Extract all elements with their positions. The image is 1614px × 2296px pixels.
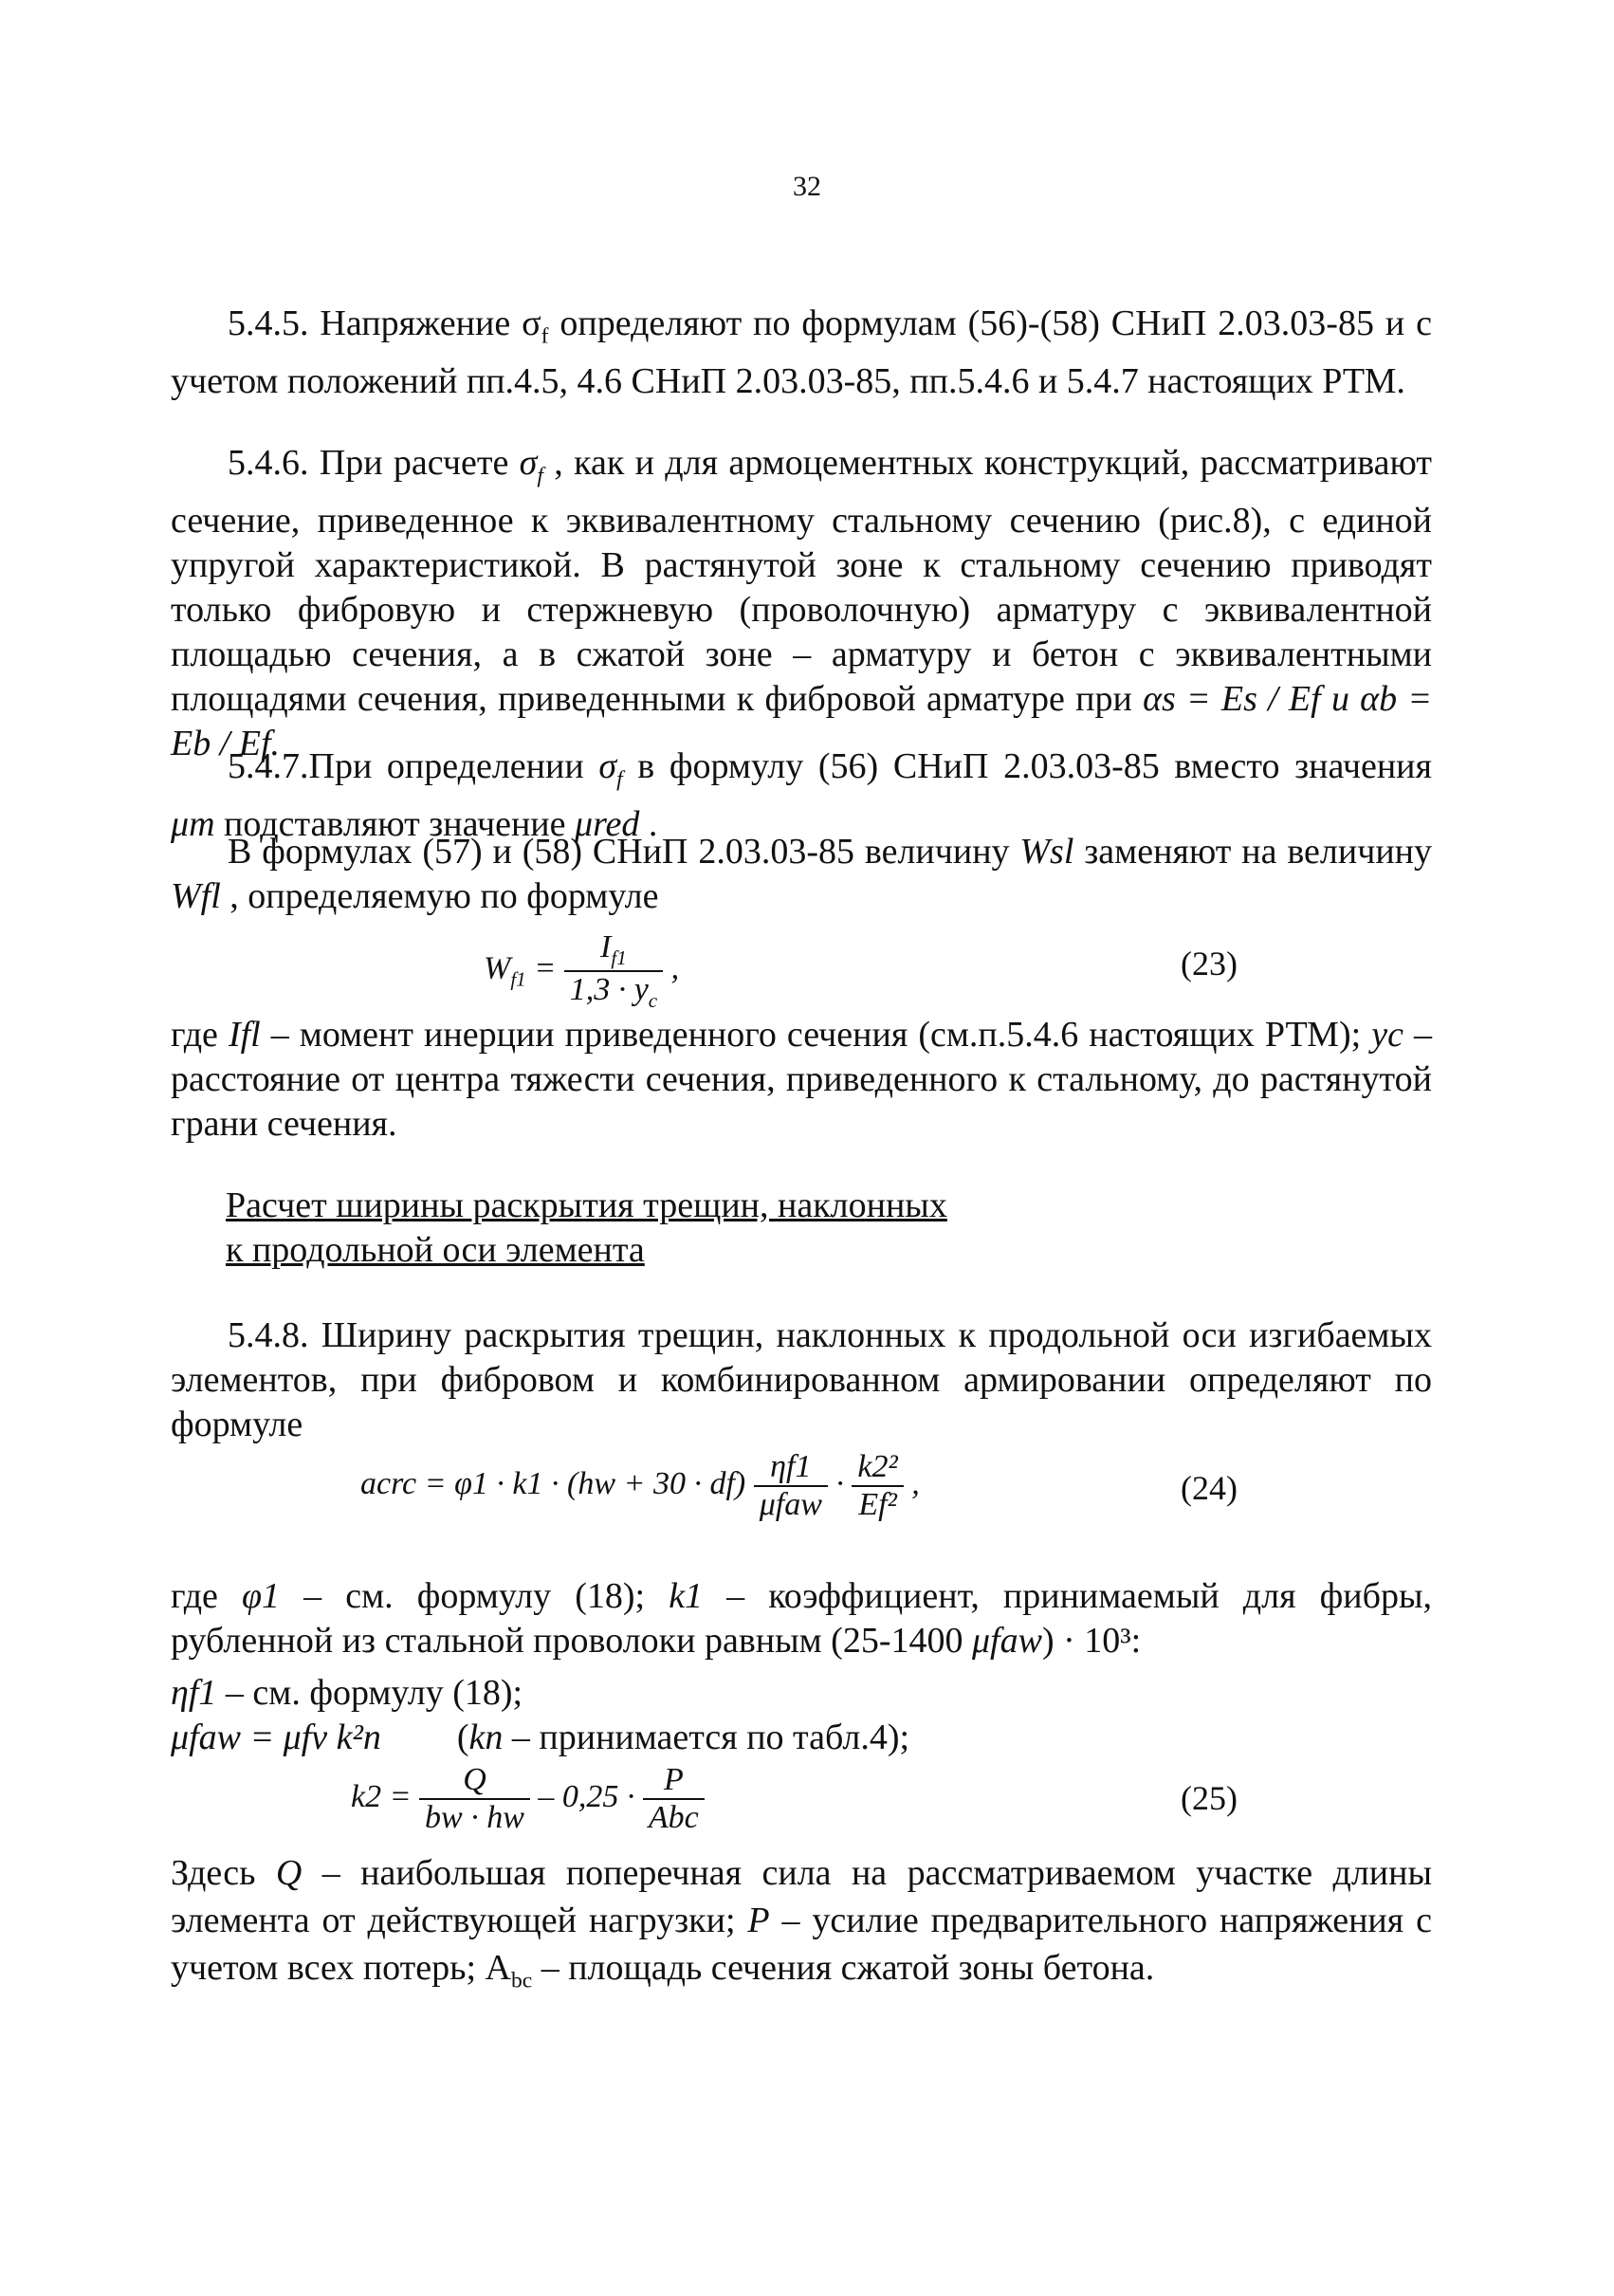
eq25-fraction-1 <box>419 1762 530 1836</box>
line-mu-text-a: ( <box>456 1717 469 1757</box>
mu-m-symbol: μm <box>171 803 215 844</box>
eq24-fraction-1 <box>754 1449 828 1523</box>
eq23-lhs-sub: f1 <box>510 967 526 991</box>
heading-line-1: Расчет ширины раскрытия трещин, наклонных <box>226 1185 947 1225</box>
p7-text-d: ) · 10³: <box>1041 1621 1142 1661</box>
eq23-denominator: 1,3 · y <box>569 971 649 1007</box>
eq23-numerator-sub: f1 <box>611 946 627 969</box>
phi-symbol: φ1 <box>242 1576 281 1616</box>
sigma-subscript: f <box>616 766 623 792</box>
eq24-fraction-1-den: μfaw <box>759 1487 822 1522</box>
paragraph-where-phi <box>171 1574 1432 1663</box>
p8-text-c: – усилие предварительного напряжения с учетом всех потерь; A <box>171 1901 1432 1988</box>
w-sl-symbol: Wsl <box>1019 832 1074 872</box>
p4-text-a: В формулах (57) и (58) СНиП 2.03.03-85 величину <box>228 832 1020 872</box>
abc-subscript: bc <box>510 1968 533 1993</box>
eq25-fraction-2-den: Abc <box>648 1800 699 1835</box>
p8-text-d: – площадь сечения сжатой зоны бетона. <box>532 1948 1155 1988</box>
p3-text-a: 5.4.7.При определении <box>228 746 599 786</box>
eq24-lhs: acrc = φ1 · k1 · (hw + 30 · df) <box>360 1465 746 1501</box>
eq25-lhs: k2 = <box>351 1778 412 1814</box>
section-heading <box>226 1184 947 1273</box>
y-c-symbol: yc <box>1371 1015 1403 1055</box>
eq25-fraction-2-num: P <box>643 1762 705 1800</box>
eq24-fraction-2-den: Ef² <box>858 1487 897 1522</box>
line-mu-faw <box>171 1716 1432 1760</box>
eq24-fraction-2-num: k2² <box>852 1449 903 1487</box>
equals-sign: = <box>534 950 557 986</box>
p5-text-c: – расстояние от центра тяжести сечения, приведенного к стальному, до растянутой грани сечения. <box>171 1015 1432 1144</box>
eq24-fraction-2 <box>852 1449 903 1523</box>
sigma-symbol: σ <box>519 443 538 483</box>
sigma-symbol: σ <box>522 303 541 343</box>
eta-symbol: ηf1 <box>171 1673 217 1713</box>
equation-24-number: (24) <box>1181 1469 1238 1507</box>
p2-text-b: , как и для армоцементных конструкций, рассматривают сечение, приведенное к эквивалентному стальному сечению (рис.8), с единой упругой характеристикой. В растянутой зоне к стальному сечению приводят только фибровую и стержневую (проволочную) арматуру с эквивалентной площадью сечения, а в сжатой зоне – арматуру и бетон с эквивалентными площадями сечения, приведенными к фибровой арматуре при <box>171 443 1433 719</box>
equation-23 <box>484 929 679 1013</box>
p2-text-a: 5.4.6. При расчете <box>228 443 520 483</box>
page-number: 32 <box>793 171 821 202</box>
paragraph-where-ifl <box>171 1013 1432 1147</box>
p7-text-c: – коэффициент, принимаемый для фибры, рубленной из стальной проволоки равным (25-1400 <box>171 1576 1432 1661</box>
p5-text-a: где <box>171 1015 229 1055</box>
eq23-denominator-sub: c <box>648 988 658 1012</box>
line-eta <box>171 1671 1432 1716</box>
p1-text-b: определяют по формулам (56)-(58) СНиП 2.03.03-85 и с учетом положений пп.4.5, 4.6 СНиП 2.03.03-85, пп.5.4.6 и 5.4.7 настоящих РТМ. <box>171 303 1432 401</box>
p3-text-d: . <box>639 803 658 844</box>
eq23-numerator: I <box>600 929 612 964</box>
eq25-fraction-1-den: bw · hw <box>425 1800 524 1835</box>
mu-faw-formula: μfaw = μfv k²n <box>171 1717 381 1757</box>
eq23-fraction <box>564 929 663 1013</box>
paragraph-here-q <box>171 1849 1432 2005</box>
p7-text-b: – см. формулу (18); <box>280 1576 669 1616</box>
p4-text-b: заменяют на величину <box>1073 832 1432 872</box>
multiply-dot: · <box>835 1465 844 1501</box>
eq25-fraction-2 <box>643 1762 705 1836</box>
eq24-fraction-1-num: ηf1 <box>754 1449 828 1487</box>
p5-text-b: – момент инерции приведенного сечения (см.п.5.4.6 настоящих РТМ); <box>260 1015 1372 1055</box>
sigma-subscript: f <box>537 463 543 488</box>
i-fl-symbol: Ifl <box>228 1015 261 1055</box>
p4-text-c: , определяемую по формуле <box>220 876 659 916</box>
w-fl-symbol: Wfl <box>171 876 221 916</box>
paragraph-5-4-8: 5.4.8. Ширину раскрытия трещин, наклонных к продольной оси изгибаемых элементов, при фибровом и комбинированном армировании определяют по формуле <box>171 1315 1432 1444</box>
p8-text-a: Здесь <box>171 1853 276 1893</box>
p-symbol: P <box>747 1901 770 1940</box>
k1-symbol: k1 <box>669 1576 704 1616</box>
paragraph-formulas-57-58 <box>171 830 1432 919</box>
equation-25 <box>351 1762 705 1836</box>
p3-text-b: в формулу (56) СНиП 2.03.03-85 вместо значения <box>622 746 1432 786</box>
eq24-tail: , <box>903 1465 920 1501</box>
mu-red-symbol: μred <box>575 803 640 844</box>
eq25-mid: – 0,25 · <box>529 1778 643 1814</box>
equation-25-number: (25) <box>1181 1779 1238 1817</box>
eq23-lhs: W <box>484 950 511 986</box>
kn-symbol: kn <box>468 1717 504 1757</box>
mu-faw-symbol: μfaw <box>971 1621 1042 1661</box>
equation-24 <box>360 1449 920 1523</box>
line-eta-text: – см. формулу (18); <box>216 1673 523 1713</box>
eq23-tail: , <box>663 950 680 986</box>
p7-text-a: где <box>171 1576 242 1616</box>
p8-text-b: – наибольшая поперечная сила на рассматриваемом участке длины элемента от действующей нагрузки; <box>171 1853 1432 1940</box>
eq25-fraction-1-num: Q <box>419 1762 530 1800</box>
alpha-formula: αs = Es / Ef и αb = Eb / Ef. <box>171 678 1432 763</box>
line-mu-text-b: – принимается по табл.4); <box>503 1717 910 1757</box>
paragraph-5-4-5 <box>171 302 1432 404</box>
p3-text-c: подставляют значение <box>214 803 575 844</box>
sigma-symbol: σ <box>598 746 617 786</box>
sigma-subscript: f <box>541 323 549 349</box>
q-symbol: Q <box>275 1853 303 1893</box>
paragraph-5-4-6 <box>171 441 1432 766</box>
equation-23-number: (23) <box>1181 945 1238 983</box>
p1-text-a: 5.4.5. Напряжение <box>228 303 523 343</box>
heading-line-2: к продольной оси элемента <box>226 1230 645 1270</box>
